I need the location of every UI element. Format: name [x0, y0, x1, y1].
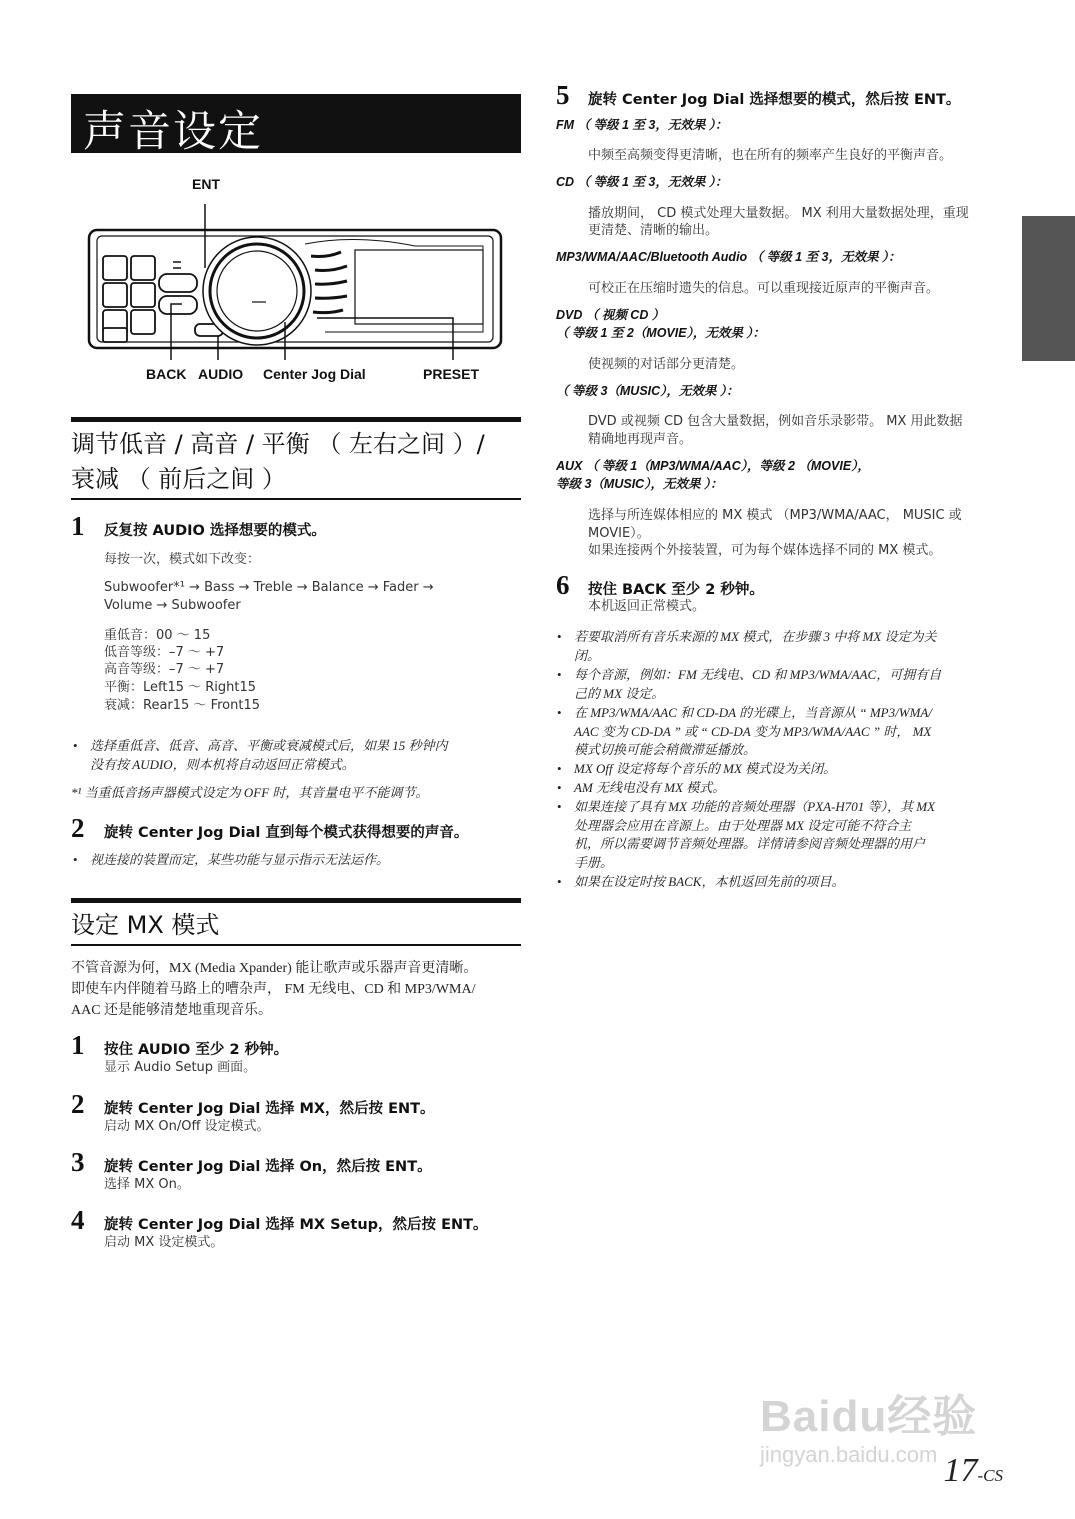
mode-description: MOVIE）。: [588, 526, 650, 541]
note-text: 闭。: [574, 647, 601, 663]
step-number: 6: [556, 570, 570, 600]
note-bullet: • 选择重低音、低音、高音、平衡或衰减模式后，如果 15 秒钟内 没有按 AUDIO，则本机将自动返回正常模式。: [90, 737, 530, 774]
mode-description: 精确地再现声音。: [588, 432, 693, 447]
ent-callout: ENT: [192, 176, 220, 192]
intro-paragraph-line: 不管音源为何，MX (Media Xpander) 能让歌声或乐器声音更清晰。: [71, 961, 478, 976]
page-number-value: 17: [943, 1452, 978, 1489]
mode-label: 等级 3（MUSIC），无效果 ）：: [556, 477, 723, 491]
note-text: 每个音源，例如：FM 无线电、CD 和 MP3/WMA/AAC，可拥有自: [574, 667, 942, 682]
intro-paragraph-line: 即使车内伴随着马路上的嘈杂声， FM 无线电、CD 和 MP3/WMA/: [71, 982, 476, 997]
step-title: 旋转 Center Jog Dial 选择 MX Setup，然后按 ENT。: [104, 1217, 488, 1233]
step-body: 每按一次，模式如下改变：: [104, 552, 261, 567]
note-text: 如果在设定时按 BACK，本机返回先前的项目。: [574, 874, 845, 889]
step-title: 旋转 Center Jog Dial 选择 On，然后按 ENT。: [104, 1159, 432, 1175]
mode-label: （ 等级 1 至 2（MOVIE），无效果 ）：: [556, 326, 766, 340]
step-number: 2: [71, 813, 85, 843]
mode-label: FM （ 等级 1 至 3，无效果 ）：: [556, 118, 728, 132]
section-heading: 设定 MX 模式: [71, 911, 220, 939]
note-text: 没有按 AUDIO，则本机将自动返回正常模式。: [90, 756, 355, 772]
note-text: AAC 变为 CD-DA ” 或 “ CD-DA 变为 MP3/WMA/AAC ” 时， MX: [574, 723, 932, 739]
page-number-suffix: -CS: [977, 1466, 1003, 1485]
step-number: 4: [71, 1205, 85, 1235]
step-title: 旋转 Center Jog Dial 选择 MX，然后按 ENT。: [104, 1101, 435, 1117]
note-text: MX Off 设定将每个音乐的 MX 模式设为关闭。: [574, 761, 837, 776]
note-text: 若要取消所有音乐来源的 MX 模式，在步骤 3 中将 MX 设定为关: [574, 629, 937, 644]
note-bullet: • 如果连接了具有 MX 功能的音频处理器（PXA-H701 等），其 MX 处理器会应用在音源上。由于处理器 MX 设定可能不符合主 机，所以需要调节音频处理器。详情请参阅音频处理器的用户 手册。: [574, 798, 1014, 872]
step-title: 按住 AUDIO 至少 2 秒钟。: [104, 1042, 289, 1058]
note-bullet: • 若要取消所有音乐来源的 MX 模式，在步骤 3 中将 MX 设定为关 闭。: [574, 628, 1014, 665]
note-text: 在 MP3/WMA/AAC 和 CD-DA 的光碟上，当音源从 “ MP3/WMA/: [574, 705, 932, 720]
footnote: *¹ 当重低音扬声器模式设定为 OFF 时，其音量电平不能调节。: [71, 785, 429, 800]
mode-label: MP3/WMA/AAC/Bluetooth Audio （ 等级 1 至 3，无效果 ）：: [556, 250, 901, 264]
mode-label: CD （ 等级 1 至 3，无效果 ）：: [556, 175, 728, 189]
step-number: 5: [556, 80, 570, 110]
range-line: 衰减：Rear15 ～ Front15: [104, 698, 260, 713]
range-line: 重低音：00 ～ 15: [104, 628, 211, 643]
section-mx-heading: [71, 898, 521, 946]
page-number: [944, 1452, 1004, 1490]
section-heading-line2: 衰减 （ 前后之间 ）: [71, 465, 286, 493]
note-bullet: • MX Off 设定将每个音乐的 MX 模式设为关闭。: [574, 760, 1014, 779]
mode-description: DVD 或视频 CD 包含大量数据，例如音乐录影带。 MX 用此数据: [588, 414, 963, 429]
page-title: 声音设定: [83, 107, 263, 157]
note-text: 如果连接了具有 MX 功能的音频处理器（PXA-H701 等），其 MX: [574, 799, 936, 814]
mode-description: 使视频的对话部分更清楚。: [588, 357, 745, 372]
page-title-bar: [71, 94, 521, 157]
step-number: 1: [71, 1030, 85, 1060]
mode-description: 中频至高频变得更清晰，也在所有的频率产生良好的平衡声音。: [588, 148, 953, 163]
note-bullet: • 每个音源，例如：FM 无线电、CD 和 MP3/WMA/AAC，可拥有自 己的 MX 设定。: [574, 666, 1014, 703]
note-text: 视连接的装置而定，某些功能与显示指示无法运作。: [90, 852, 390, 867]
step-title: 旋转 Center Jog Dial 选择想要的模式，然后按 ENT。: [588, 92, 961, 108]
note-bullet: • 在 MP3/WMA/AAC 和 CD-DA 的光碟上，当音源从 “ MP3/WMA/ AAC 变为 CD-DA ” 或 “ CD-DA 变为 MP3/WMA/AAC ” 时， MX 模式切换可能会稍微滞延播放。: [574, 704, 1014, 760]
mode-description: 选择与所连媒体相应的 MX 模式 （MP3/WMA/AAC， MUSIC 或: [588, 508, 962, 523]
note-text: 机，所以需要调节音频处理器。详情请参阅音频处理器的用户: [574, 836, 926, 851]
range-line: 低音等级：–7 ～ +7: [104, 645, 225, 660]
section-bass-treble-heading: [71, 417, 521, 500]
preset-callout: PRESET: [423, 366, 480, 382]
jog-dial-callout: Center Jog Dial: [263, 366, 366, 382]
step-body: 选择 MX On。: [104, 1177, 190, 1192]
mode-description: 如果连接两个外接装置，可为每个媒体选择不同的 MX 模式。: [588, 543, 942, 558]
step-body: 显示 Audio Setup 画面。: [104, 1060, 257, 1075]
section-side-tab: [1022, 216, 1075, 361]
note-text: 手册。: [574, 854, 614, 870]
step-number: 2: [71, 1089, 85, 1119]
back-callout: BACK: [146, 366, 187, 382]
step-title: 反复按 AUDIO 选择想要的模式。: [104, 523, 326, 539]
range-line: 高音等级：–7 ～ +7: [104, 662, 225, 677]
step-body: 本机返回正常模式。: [588, 599, 706, 614]
step-body: 启动 MX 设定模式。: [104, 1235, 224, 1250]
audio-callout: AUDIO: [198, 366, 244, 382]
mode-sequence-line: Subwoofer*¹ → Bass → Treble → Balance → Fader →: [104, 580, 434, 595]
mode-description: 可校正在压缩时遗失的信息。可以重现接近原声的平衡声音。: [588, 281, 940, 296]
head-unit-diagram: [85, 194, 505, 364]
mode-label: DVD （ 视频 CD ）: [556, 308, 665, 322]
mode-description: 更清楚、清晰的输出。: [588, 223, 719, 238]
note-text: 模式切换可能会稍微滞延播放。: [574, 742, 757, 757]
step-body: 启动 MX On/Off 设定模式。: [104, 1119, 270, 1134]
step-title: 按住 BACK 至少 2 秒钟。: [588, 582, 764, 598]
watermark-url: jingyan.baidu.com: [760, 1442, 938, 1467]
note-bullet: • 如果在设定时按 BACK，本机返回先前的项目。: [574, 873, 1014, 892]
intro-paragraph-line: AAC 还是能够清楚地重现音乐。: [71, 1003, 273, 1018]
range-line: 平衡：Left15 ～ Right15: [104, 680, 257, 695]
mode-description: 播放期间， CD 模式处理大量数据。 MX 利用大量数据处理，重现: [588, 206, 969, 221]
note-bullet: • 视连接的装置而定，某些功能与显示指示无法运作。: [90, 851, 530, 870]
section-heading-line1: 调节低音 / 高音 / 平衡 （ 左右之间 ）/: [71, 430, 485, 458]
note-text: 处理器会应用在音源上。由于处理器 MX 设定可能不符合主: [574, 817, 912, 833]
mode-label: AUX （ 等级 1（MP3/WMA/AAC），等级 2 （MOVIE），: [556, 459, 870, 473]
note-bullet: • AM 无线电没有 MX 模式。: [574, 779, 1014, 798]
step-number: 1: [71, 511, 85, 541]
note-text: 己的 MX 设定。: [574, 685, 665, 701]
mode-label: （ 等级 3（MUSIC），无效果 ）：: [556, 384, 739, 398]
mode-sequence-line: Volume → Subwoofer: [104, 598, 241, 613]
step-number: 3: [71, 1147, 85, 1177]
note-text: AM 无线电没有 MX 模式。: [574, 780, 726, 795]
watermark-logo-text: Baidu经验: [760, 1392, 978, 1441]
step-title: 旋转 Center Jog Dial 直到每个模式获得想要的声音。: [104, 825, 469, 841]
note-text: 选择重低音、低音、高音、平衡或衰减模式后，如果 15 秒钟内: [90, 738, 448, 753]
